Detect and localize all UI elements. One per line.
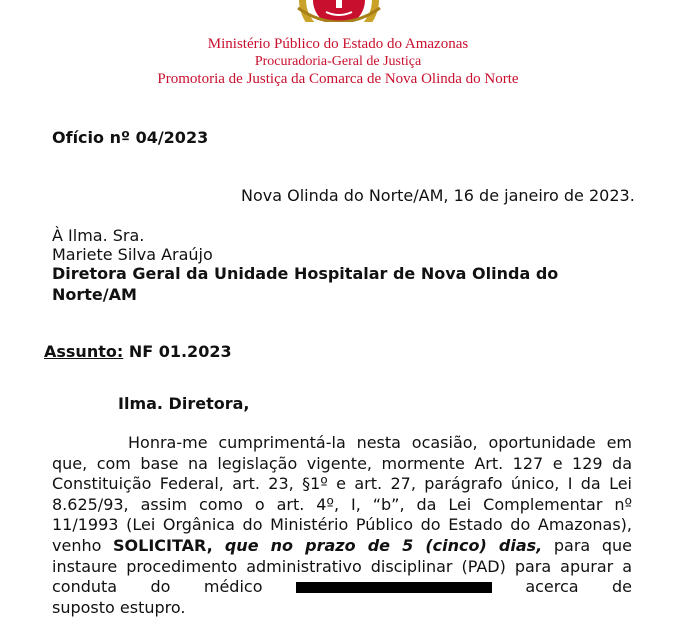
recipient-salutation: À Ilma. Sra. bbox=[52, 226, 145, 245]
date-line: Nova Olinda do Norte/AM, 16 de janeiro de 2023. bbox=[241, 186, 635, 205]
body-prazo: que no prazo de 5 (cinco) dias, bbox=[224, 535, 543, 555]
redaction-bar bbox=[296, 582, 492, 593]
header-procuradoria: Procuradoria-Geral de Justiça bbox=[254, 54, 422, 69]
body-line-1: Honra-me cumprimentá-la nesta ocasião, oportunidade em bbox=[128, 433, 632, 452]
body-line-9: suposto estupro. bbox=[52, 597, 186, 617]
ministry-seal-logo bbox=[296, 0, 382, 22]
recipient-title-line2: Norte/AM bbox=[52, 285, 137, 304]
header-ministry: Ministério Público do Estado do Amazonas bbox=[207, 36, 469, 52]
body-venho: venho bbox=[52, 535, 114, 555]
oficio-number: Ofício nº 04/2023 bbox=[52, 128, 209, 147]
body-line-5: 11/1993 (Lei Orgânica do Ministério Público do Estado do Amazonas), bbox=[52, 515, 632, 535]
body-line-7: instaure procedimento administrativo disciplinar (PAD) para apurar a bbox=[52, 556, 632, 576]
body-acerca: acerca de bbox=[491, 577, 633, 597]
body-line-6 bbox=[52, 536, 632, 557]
subject-line bbox=[44, 342, 232, 362]
body-conduta: conduta do médico bbox=[52, 577, 296, 597]
body-para-que: para que bbox=[542, 535, 632, 555]
body-paragraph bbox=[52, 433, 632, 618]
subject-label: Assunto: bbox=[44, 342, 124, 361]
recipient-name: Mariete Silva Araújo bbox=[52, 245, 213, 264]
header-promotoria: Promotoria de Justiça da Comarca de Nova Olinda do Norte bbox=[157, 71, 519, 87]
subject-value: NF 01.2023 bbox=[123, 342, 232, 361]
body-solicitar: SOLICITAR, bbox=[113, 535, 225, 555]
body-line-8 bbox=[52, 577, 632, 598]
recipient-title-line1: Diretora Geral da Unidade Hospitalar de Nova Olinda do bbox=[52, 264, 559, 283]
body-line-2: que, com base na legislação vigente, mormente Art. 127 e 129 da bbox=[52, 453, 632, 473]
body-line-4: 8.625/93, assim como o art. 4º, I, “b”, da Lei Complementar nº bbox=[52, 494, 632, 514]
body-line-3: Constituição Federal, art. 23, §1º e art. 27, parágrafo único, I da Lei bbox=[52, 474, 632, 494]
greeting: Ilma. Diretora, bbox=[118, 394, 250, 413]
